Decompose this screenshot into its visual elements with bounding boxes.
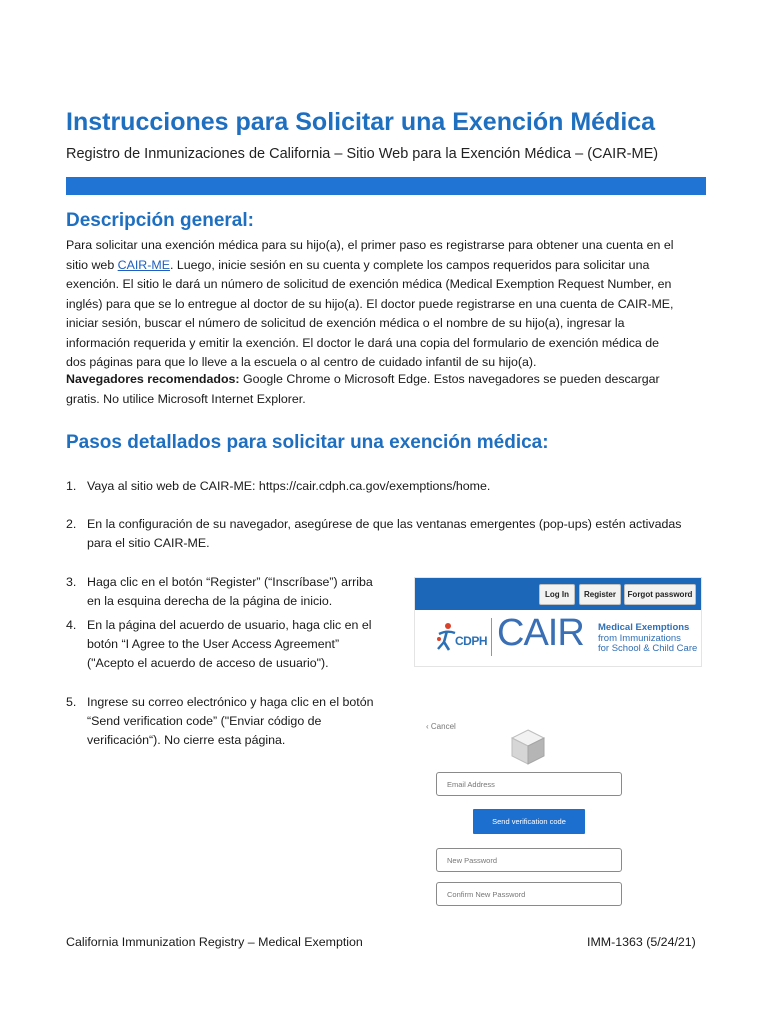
overview-line: Para solicitar una exención médica para su hijo(a), el primer paso es registrarse para obtener una cuenta en el xyxy=(66,238,674,252)
cair-header-screenshot xyxy=(414,577,702,667)
from-immunizations-text: from Immunizations xyxy=(598,633,681,644)
cair-logo xyxy=(435,612,698,658)
overview-text: sitio web xyxy=(66,257,118,272)
overview-line: dos páginas para que lo lleve a la escuela o al centro de cuidado infantil de su hijo(a). xyxy=(66,355,537,369)
cair-me-link[interactable]: CAIR-ME xyxy=(117,257,170,272)
step-text: ("Acepto el acuerdo de acceso de usuario"). xyxy=(87,656,329,670)
footer-left: California Immunization Registry – Medical Exemption xyxy=(66,935,363,949)
overview-paragraph xyxy=(66,236,716,373)
page-subtitle: Registro de Inmunizaciones de California – Sitio Web para la Exención Médica – (CAIR-ME) xyxy=(66,146,659,162)
register-button[interactable]: Register xyxy=(579,584,621,605)
step-text: En la página del acuerdo de usuario, haga clic en el xyxy=(87,618,372,632)
step-text: botón “I Agree to the User Access Agreement” xyxy=(87,637,340,651)
step-text: “Send verification code” ("Enviar código de xyxy=(87,714,322,728)
medical-exemptions-text: Medical Exemptions xyxy=(598,622,690,633)
overview-heading: Descripción general: xyxy=(66,210,254,231)
title-divider-bar xyxy=(66,177,706,195)
cancel-link[interactable] xyxy=(426,722,456,731)
chevron-left-icon: ‹ xyxy=(426,722,429,731)
overview-line: información requerida y emitir la exención. El doctor le dará una copia del formulario de exención médica de xyxy=(66,335,660,350)
cdph-figure-icon xyxy=(435,622,457,652)
logo-divider xyxy=(491,618,492,656)
step-text: Vaya al sitio web de CAIR-ME: https://cair.cdph.ca.gov/exemptions/home. xyxy=(87,479,491,493)
cdph-logo-text: CDPH xyxy=(455,634,488,648)
step-text: en la esquina derecha de la página de inicio. xyxy=(87,594,333,608)
page-title: Instrucciones para Solicitar una Exención Médica xyxy=(66,108,656,136)
step-item xyxy=(66,693,406,753)
step-item xyxy=(66,515,726,555)
overview-line: exención. El sitio le dará un número de solicitud de exención médica (Medical Exemption Request Number, en xyxy=(66,277,672,291)
steps-heading: Pasos detallados para solicitar una exención médica: xyxy=(66,432,549,453)
send-verification-code-button[interactable]: Send verification code xyxy=(473,809,585,834)
forgot-password-button[interactable]: Forgot password xyxy=(624,584,696,605)
browsers-text: Google Chrome o Microsoft Edge. Estos navegadores se pueden descargar xyxy=(239,372,660,386)
step-number: 1. xyxy=(66,479,77,493)
step-text: verificación“). No cierre esta página. xyxy=(87,733,286,747)
overview-line: iniciar sesión, buscar el número de solicitud de exención médica o el nombre de su hijo(a), ingresar la xyxy=(66,316,625,330)
email-field[interactable]: Email Address xyxy=(436,772,622,796)
browsers-label: Navegadores recomendados: xyxy=(66,372,240,386)
new-password-field[interactable]: New Password xyxy=(436,848,622,872)
browsers-paragraph xyxy=(66,370,716,409)
step-text: para el sitio CAIR-ME. xyxy=(87,536,210,550)
step-number: 5. xyxy=(66,695,77,709)
confirm-password-field[interactable]: Confirm New Password xyxy=(436,882,622,906)
step-text: Ingrese su correo electrónico y haga clic en el botón xyxy=(87,695,374,709)
step-number: 4. xyxy=(66,618,77,632)
verification-form-screenshot xyxy=(414,712,714,912)
overview-text: . Luego, inicie sesión en su cuenta y complete los campos requeridos para solicitar una xyxy=(169,257,650,272)
step-number: 3. xyxy=(66,575,77,589)
browsers-line: gratis. No utilice Microsoft Internet Explorer. xyxy=(66,391,306,406)
browsers-line xyxy=(66,370,716,390)
step-text: Haga clic en el botón “Register” (“Inscríbase”) arriba xyxy=(87,575,373,589)
step-number: 2. xyxy=(66,517,77,531)
overview-line xyxy=(66,256,716,276)
step-item xyxy=(66,573,406,613)
footer-right: IMM-1363 (5/24/21) xyxy=(587,935,696,949)
cair-logo-text: CAIR xyxy=(497,612,584,654)
step-item xyxy=(66,616,406,676)
school-child-care-text: for School & Child Care xyxy=(598,643,698,654)
login-button[interactable]: Log In xyxy=(539,584,575,605)
overview-line: inglés) para que se lo entregue al doctor de su hijo(a). El doctor puede registrarse en una cuenta de CAIR-ME, xyxy=(66,296,674,311)
step-item xyxy=(66,477,726,497)
cube-icon xyxy=(510,728,546,766)
cancel-label: Cancel xyxy=(430,722,456,731)
step-text: En la configuración de su navegador, asegúrese de que las ventanas emergentes (pop-ups) estén activadas xyxy=(87,517,682,531)
